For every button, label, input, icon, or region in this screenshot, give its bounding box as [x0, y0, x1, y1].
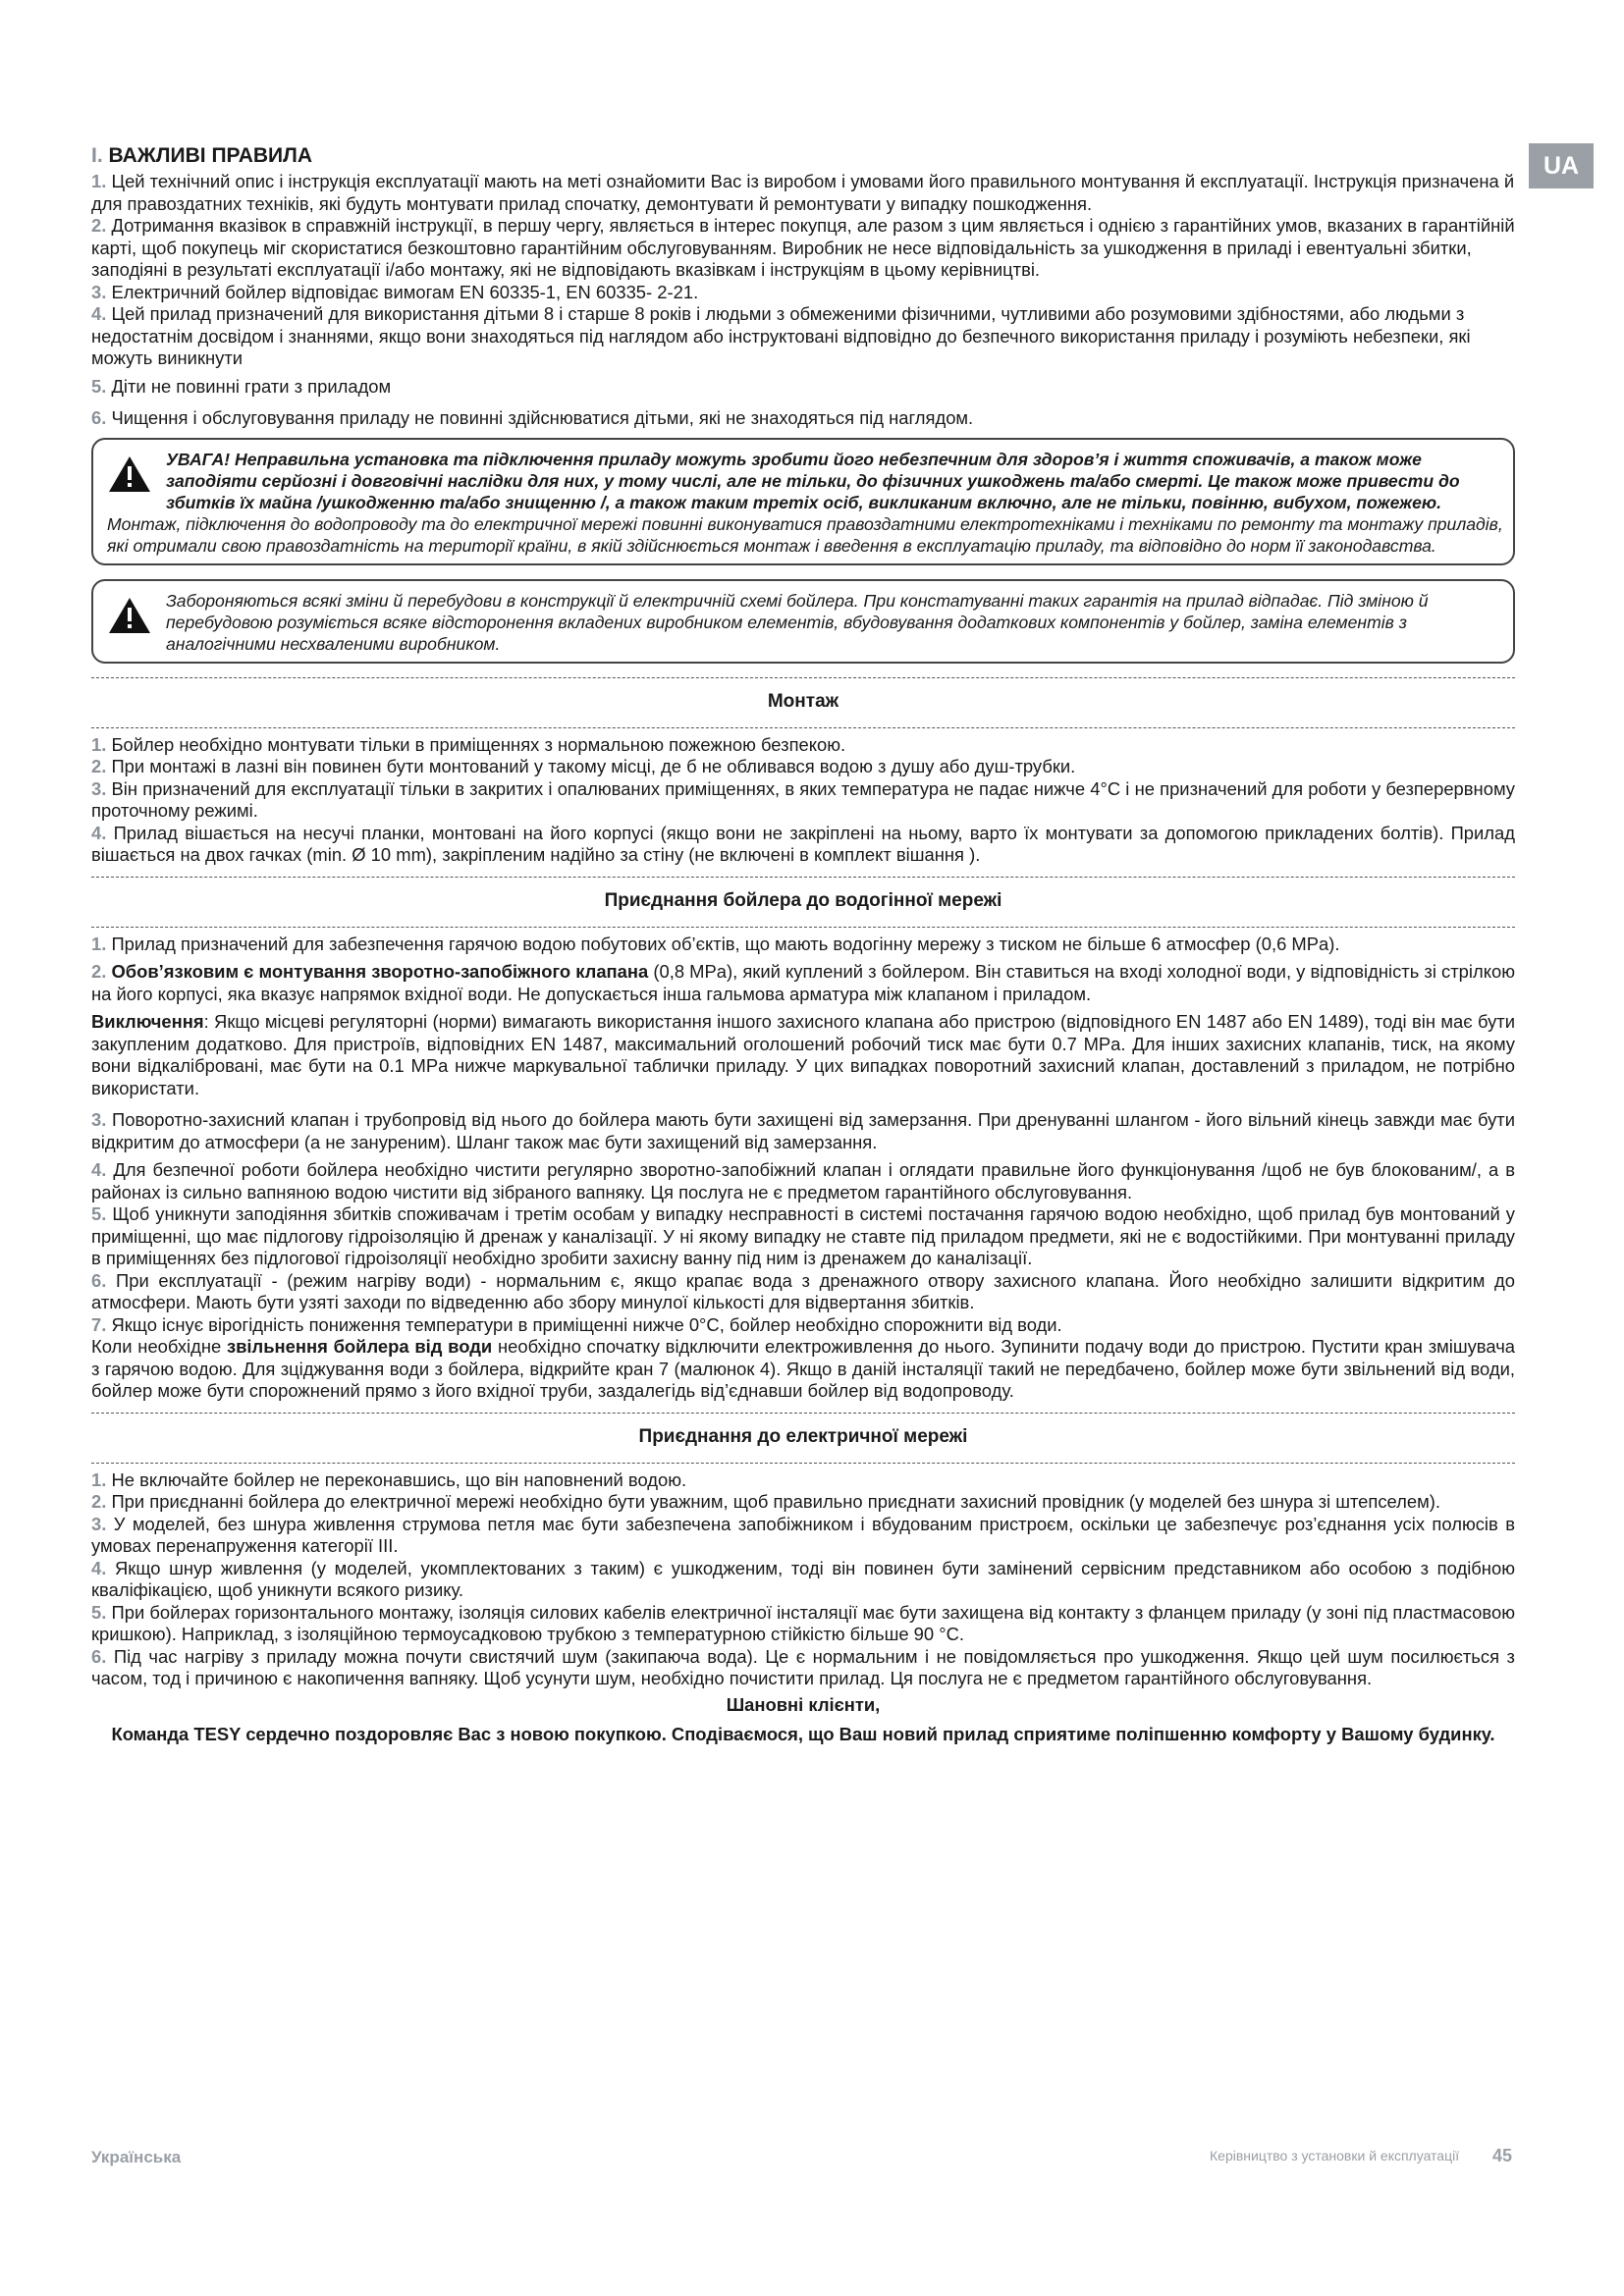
- electric-item: [91, 1602, 1515, 1646]
- item-number: 2.: [91, 961, 107, 982]
- item-text: При монтажі в лазні він повинен бути монтований у такому місці, де б не обливався водою з душу або душ-трубки.: [111, 756, 1076, 776]
- water-exception: [91, 1011, 1515, 1099]
- item-number: 3.: [91, 777, 107, 799]
- footer-manual-title: Керівництво з установки й експлуатації: [1210, 2148, 1460, 2163]
- item-text: Дотримання вказівок в справжній інструкції, в першу чергу, являється в інтерес покупця, але разом з цим являється і однією з гарантійних умов, вказаних в гарантійній карті, щоб покупець міг скористатися безкоштовно гарантійним обслуговуванням. Виробник не несе відповідальність за ушкодження в приладі і евентуальні збитки, заподіяні в результаті експлуатації і/або монтажу, які не відповідають вказівкам і інструкціям в цьому керівництві.: [91, 215, 1515, 280]
- item-text: Поворотно-захисний клапан і трубопровід від нього до бойлера мають бути захищені від замерзання. При дренуванні шлангом - його вільний кінець завжди має бути відкритим до атмосфери (а не зануреним). Шланг також має бути захищений від замерзання.: [91, 1109, 1515, 1152]
- item-text: Під час нагріву з приладу можна почути свистячий шум (закипаюча вода). Це є нормальним і не повідомляється про ушкодження. Якщо цей шум посилюється з часом, тод і причиною є накопичення вапняку. Щоб усунути шум, необхідно почистити прилад. Ця послуга не є предметом гарантійного обслуговування.: [91, 1645, 1515, 1688]
- rule-item: [91, 171, 1515, 215]
- item-number: 4.: [91, 1159, 107, 1180]
- item-number: 2.: [91, 756, 107, 776]
- rule-item: [91, 407, 1515, 430]
- water-drain: [91, 1336, 1515, 1403]
- electric-item: [91, 1469, 1515, 1492]
- item-number: 2.: [91, 1491, 107, 1512]
- water-item: [91, 961, 1515, 1005]
- item-number: 6.: [91, 1645, 107, 1667]
- item-text: При приєднанні бойлера до електричної мережі необхідно бути уважним, щоб правильно приєднати захисний провідник (у моделей без шнура зі штепселем).: [111, 1491, 1441, 1512]
- footer-language: Українська: [91, 2148, 182, 2166]
- item-text: Не включайте бойлер не переконавшись, що він наповнений водою.: [111, 1468, 687, 1490]
- warning-box-modifications: [91, 579, 1515, 664]
- item-number: 7.: [91, 1313, 107, 1335]
- item-text: (0,8 MPa), який куплений з бойлером. Він ставиться на вході холодної води, у відповідність зі стрілкою на його корпусі, яка вказує напрямок вхідної води. Не допускається інша гальмова арматура між клапаном і приладом.: [91, 961, 1515, 1004]
- item-text: При бойлерах горизонтального монтажу, ізоляція силових кабелів електричної інсталяції має бути захищена від контакту з фланцем приладу (у зоні під пластмасовою кришкою). Наприклад, з ізоляційною термоусадковою трубкою з температурною стійкістю більше 90 °С.: [91, 1601, 1515, 1644]
- item-number: 1.: [91, 733, 107, 755]
- rule-item: [91, 282, 1515, 304]
- rule-item: [91, 215, 1515, 282]
- water-item: [91, 1203, 1515, 1270]
- divider: [91, 877, 1515, 878]
- montazh-item: [91, 734, 1515, 757]
- item-text: Він призначений для експлуатації тільки в закритих і опалюваних приміщеннях, в яких температура не падає нижче 4°С і не призначений для роботи у безперервному проточному режимі.: [91, 777, 1515, 821]
- montazh-item: [91, 823, 1515, 867]
- electric-item: [91, 1514, 1515, 1558]
- item-text: Цей прилад призначений для використання дітьми 8 і старше 8 років і людьми з обмеженими фізичними, чутливими або розумовими здібностями, або людьми з недостатнім досвідом і знаннями, якщо вони знаходяться під наглядом або інструктовані відповідно до безпечного використання приладу і розуміють небезпеки, які можуть виникнути: [91, 303, 1471, 368]
- item-number: 5.: [91, 1601, 107, 1623]
- electric-item: [91, 1646, 1515, 1690]
- item-text: Щоб уникнути заподіяння збитків споживачам і третім особам у випадку несправності в системі постачання гарячою водою необхідно, щоб прилад був монтований у приміщенні, що має підлогову гідроізоляцію й дренаж у каналізації. У ні якому випадку не ставте під приладом предмети, які не є водостійкими. При монтуванні приладу в приміщеннях без підлогової гідроізоляції необхідно зробити захисну ванну під ним із дренажем до каналізації.: [91, 1203, 1515, 1268]
- section-title-montazh: Монтаж: [767, 690, 839, 712]
- electric-item: [91, 1558, 1515, 1602]
- rule-item: [91, 376, 1515, 399]
- warning-box-installation: [91, 438, 1515, 565]
- item-text: Цей технічний опис і інструкція експлуатації мають на меті ознайомити Вас із виробом і умовами його правильного монтування й експлуатації. Інструкція призначена й для правоздатних техніків, які будуть монтувати прилад спочатку, демонтувати й ремонтувати у випадку пошкодження.: [91, 171, 1515, 214]
- section-heading: [91, 143, 1515, 169]
- drain-bold-text: звільнення бойлера від води: [226, 1336, 493, 1357]
- item-text: Електричний бойлер відповідає вимогам EN 60335-1, EN 60335- 2-21.: [111, 281, 699, 302]
- language-badge-label: UA: [1543, 151, 1580, 180]
- item-text: Якщо існує вірогідність пониження температури в приміщенні нижче 0°C, бойлер необхідно спорожнити від води.: [111, 1313, 1062, 1335]
- section-title-water: Приєднання бойлера до водогінної мережі: [604, 889, 1002, 911]
- item-number: 3.: [91, 281, 107, 302]
- item-number: 5.: [91, 375, 107, 397]
- item-number: 6.: [91, 407, 107, 428]
- warning-text: Забороняються всякі зміни й перебудови в конструкції й електричній схемі бойлера. При констатуванні таких гарантія на прилад відпадає. Під зміною й перебудовою розуміється всяке відсторонення вкладених виробником елементів, вбудовування додаткових компонентів у бойлер, заміна елементів з аналогічними несхваленими виробником.: [166, 590, 1429, 654]
- item-number: 1.: [91, 1468, 107, 1490]
- electric-item: [91, 1491, 1515, 1514]
- drain-pre-text: Коли необхідне: [91, 1336, 227, 1357]
- item-text: Якщо шнур живлення (у моделей, укомплектованих з таким) є ушкодженим, тоді він повинен бути замінений сервісним представником або особою з подібною кваліфікацією, щоб уникнути всякого ризику.: [91, 1557, 1515, 1600]
- item-number: 6.: [91, 1269, 107, 1291]
- drain-text: необхідно спочатку відключити електроживлення до нього. Зупинити подачу води до пристрою. Пустити кран змішувача з гарячою водою. Для зціджування води з бойлера, відкрийте кран 7 (малюнок 4). Якщо в даній інсталяції такий не передбачено, бойлер може бути звільнений від води, бойлер може бути спорожнений прямо з його вхідної труби, заздалегідь від’єднавши бойлер від водопроводу.: [91, 1336, 1516, 1401]
- item-number: 3.: [91, 1513, 107, 1534]
- document-body: [91, 143, 1515, 1751]
- item-number: 2.: [91, 215, 107, 236]
- exception-label: Виключення: [91, 1011, 204, 1032]
- item-number: 1.: [91, 933, 107, 954]
- rule-item: [91, 303, 1515, 370]
- item-text: Прилад призначений для забезпечення гарячою водою побутових об’єктів, що мають водогінну мережу з тиском не більше 6 атмосфер (0,6 MPa).: [111, 933, 1340, 954]
- item-text: Чищення і обслуговування приладу не повинні здійснюватися дітьми, які не знаходяться під наглядом.: [111, 407, 974, 428]
- warning-icon: [107, 454, 152, 494]
- item-bold-text: Обов’язковим є монтування зворотно-запобіжного клапана: [111, 961, 649, 982]
- item-number: 1.: [91, 171, 107, 191]
- closing-message: Команда TESY сердечно поздоровляє Вас з новою покупкою. Сподіваємося, що Ваш новий прилад сприятиме поліпшенню комфорту у Вашому будинку.: [111, 1723, 1495, 1744]
- item-text: При експлуатації - (режим нагріву води) - нормальним є, якщо крапає вода з дренажного отвору захисного клапана. Його необхідно залишити відкритим до атмосфери. Мають бути узяті заходи по відведенню або збору минулої кількості для відвертання збитків.: [91, 1269, 1515, 1312]
- water-item: [91, 934, 1515, 956]
- exception-text: : Якщо місцеві регуляторні (норми) вимагають використання іншого захисного клапана або пристрою (відповідного EN 1487 або EN 1489), тоді він має бути закупленим додатково. Для пристроїв, відповідних EN 1487, максимальний оголошений робочий тиск має бути 0.7 MPa. Для інших захисних клапанів, тиск, на якому вони відкалібровані, має бути на 0.1 MPa нижче маркувальної таблички приладу. У цих випадках поворотний захисний клапан, доставлений з приладом, не потрібно використати.: [91, 1011, 1515, 1098]
- item-text: Діти не повинні грати з приладом: [111, 375, 392, 397]
- divider: [91, 677, 1515, 678]
- item-text: Прилад вішається на несучі планки, монтовані на його корпусі (якщо вони не закріплені на ньому, варто їх монтувати за допомогою прикладених болтів). Прилад вішається на двох гачках (min. Ø 10 mm), закріпленим надійно за стіну (не включені в комплект вішання ).: [91, 822, 1515, 865]
- language-badge: [1529, 143, 1594, 188]
- montazh-item: [91, 756, 1515, 778]
- item-number: 4.: [91, 303, 107, 324]
- page-number: 45: [1492, 2146, 1513, 2165]
- item-number: 5.: [91, 1203, 107, 1224]
- item-number: 3.: [91, 1109, 107, 1130]
- closing-greeting: Шановні клієнти,: [726, 1693, 881, 1715]
- warning-text: Монтаж, підключення до водопроводу та до електричної мережі повинні виконуватися правоздатними електротехніками і техніками по ремонту та монтажу приладів, які отримали свою правоздатність на території країни, в якій здійснюється монтаж і введення в експлуатацію приладу, та відповідно до норм її законодавства.: [107, 513, 1503, 556]
- water-item: [91, 1314, 1515, 1337]
- section-number: I.: [91, 144, 103, 167]
- section-title: ВАЖЛИВІ ПРАВИЛА: [108, 144, 313, 167]
- warning-bold-text: УВАГА! Неправильна установка та підключення приладу можуть зробити його небезпечним для здоров’я і життя споживачів, а також може заподіяти серйозні і довговічні наслідки для них, у тому числі, але не тільки, до фізичних ушкоджень та/або смерті. Це також може привести до збитків їх майна /ушкодженню та/або знищенню /, а також таким третіх осіб, викликаним включно, але не тільки, повінню, вибухом, пожежею.: [166, 449, 1460, 512]
- water-item: [91, 1109, 1515, 1153]
- water-item: [91, 1159, 1515, 1203]
- item-number: 4.: [91, 822, 107, 843]
- item-text: Бойлер необхідно монтувати тільки в приміщеннях з нормальною пожежною безпекою.: [111, 733, 846, 755]
- montazh-item: [91, 778, 1515, 823]
- item-text: У моделей, без шнура живлення струмова петля має бути забезпечена запобіжником і вбудованим пристроєм, оскільки це забезпечує роз’єднання усіх полюсів в умовах перенапруження категорії III.: [91, 1513, 1515, 1556]
- water-item: [91, 1270, 1515, 1314]
- item-text: Для безпечної роботи бойлера необхідно чистити регулярно зворотно-запобіжний клапан і оглядати правильне його функціонування /щоб не був блокованим/, а в районах із сильно вапняною водою чистити від зібраного вапняку. Ця послуга не є предметом гарантійного обслуговування.: [91, 1159, 1515, 1202]
- warning-icon: [107, 596, 152, 635]
- divider: [91, 1413, 1515, 1414]
- section-title-electric: Приєднання до електричної мережі: [638, 1425, 968, 1447]
- item-number: 4.: [91, 1557, 107, 1578]
